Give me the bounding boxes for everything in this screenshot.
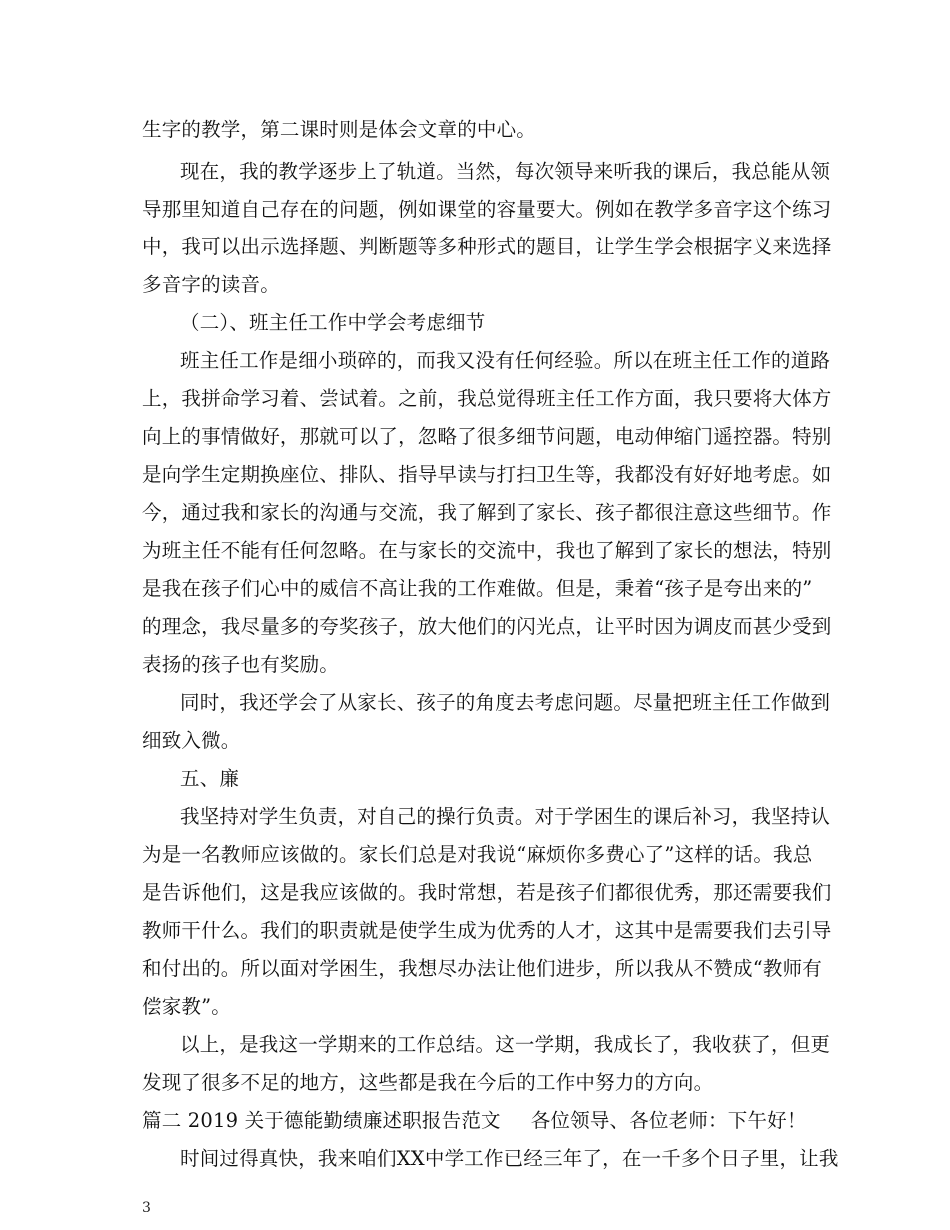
section-heading-class-teacher: （二）、班主任工作中学会考虑细节 <box>180 311 486 334</box>
paragraph-line: 以上，是我这一学期来的工作总结。这一学期，我成长了，我收获了，但更 <box>180 1033 831 1056</box>
paragraph-line: 我坚持对学生负责，对自己的操行负责。对于学困生的课后补习，我坚持认 <box>180 805 831 828</box>
text-line: 中，我可以出示选择题、判断题等多种形式的题目，让学生学会根据字义来选择 <box>142 235 832 258</box>
text-line: 发现了很多不足的地方，这些都是我在今后的工作中努力的方向。 <box>142 1071 714 1094</box>
page-number: 3 <box>142 1200 151 1216</box>
text-line: 是告诉他们，这是我应该做的。我时常想，若是孩子们都很优秀，那还需要我们 <box>142 881 832 904</box>
text-line: 上，我拼命学习着、尝试着。之前，我总觉得班主任工作方面，我只要将大体方 <box>142 387 832 410</box>
text-line: 表扬的孩子也有奖励。 <box>142 653 340 676</box>
text-line: 是向学生定期换座位、排队、指导早读与打扫卫生等，我都没有好好地考虑。如 <box>142 463 832 486</box>
article-heading-greeting: 各位领导、各位老师：下午好！ <box>530 1109 807 1132</box>
paragraph-line: 时间过得真快，我来咱们XX中学工作已经三年了，在一千多个日子里，让我 <box>180 1147 839 1170</box>
text-line: 偿家教”。 <box>142 995 231 1018</box>
text-line: 为班主任不能有任何忽略。在与家长的交流中，我也了解到了家长的想法，特别 <box>142 539 832 562</box>
text-line: 为是一名教师应该做的。家长们总是对我说“麻烦你多费心了”这样的话。我总 <box>142 843 813 866</box>
text-line: 生字的教学，第二课时则是体会文章的中心。 <box>142 118 537 141</box>
text-line: 教师干什么。我们的职责就是使学生成为优秀的人才，这其中是需要我们去引导 <box>142 919 832 942</box>
text-line: 导那里知道自己存在的问题，例如课堂的容量要大。例如在教学多音字这个练习 <box>142 198 832 221</box>
text-line: 的理念，我尽量多的夸奖孩子，放大他们的闪光点，让平时因为调皮而甚少受到 <box>142 615 832 638</box>
section-heading-integrity: 五、廉 <box>180 767 240 790</box>
paragraph-line: 班主任工作是细小琐碎的，而我又没有任何经验。所以在班主任工作的道路 <box>180 349 831 372</box>
article-heading <box>142 1104 807 1138</box>
text-line: 多音字的读音。 <box>142 273 280 296</box>
text-line: 和付出的。所以面对学困生，我想尽办法让他们进步，所以我从不赞成“教师有 <box>142 957 822 980</box>
text-line: 是我在孩子们心中的威信不高让我的工作难做。但是，秉着“孩子是夸出来的” <box>142 577 813 600</box>
paragraph-line: 现在，我的教学逐步上了轨道。当然，每次领导来听我的课后，我总能从领 <box>180 160 831 183</box>
article-heading-title: 篇二 2019 关于德能勤绩廉述职报告范文 <box>142 1109 501 1132</box>
paragraph-line: 同时，我还学会了从家长、孩子的角度去考虑问题。尽量把班主任工作做到 <box>180 691 831 714</box>
text-line: 向上的事情做好，那就可以了，忽略了很多细节问题，电动伸缩门遥控器。特别 <box>142 425 832 448</box>
text-line: 今，通过我和家长的沟通与交流，我了解到了家长、孩子都很注意这些细节。作 <box>142 501 832 524</box>
text-line: 细致入微。 <box>142 729 241 752</box>
